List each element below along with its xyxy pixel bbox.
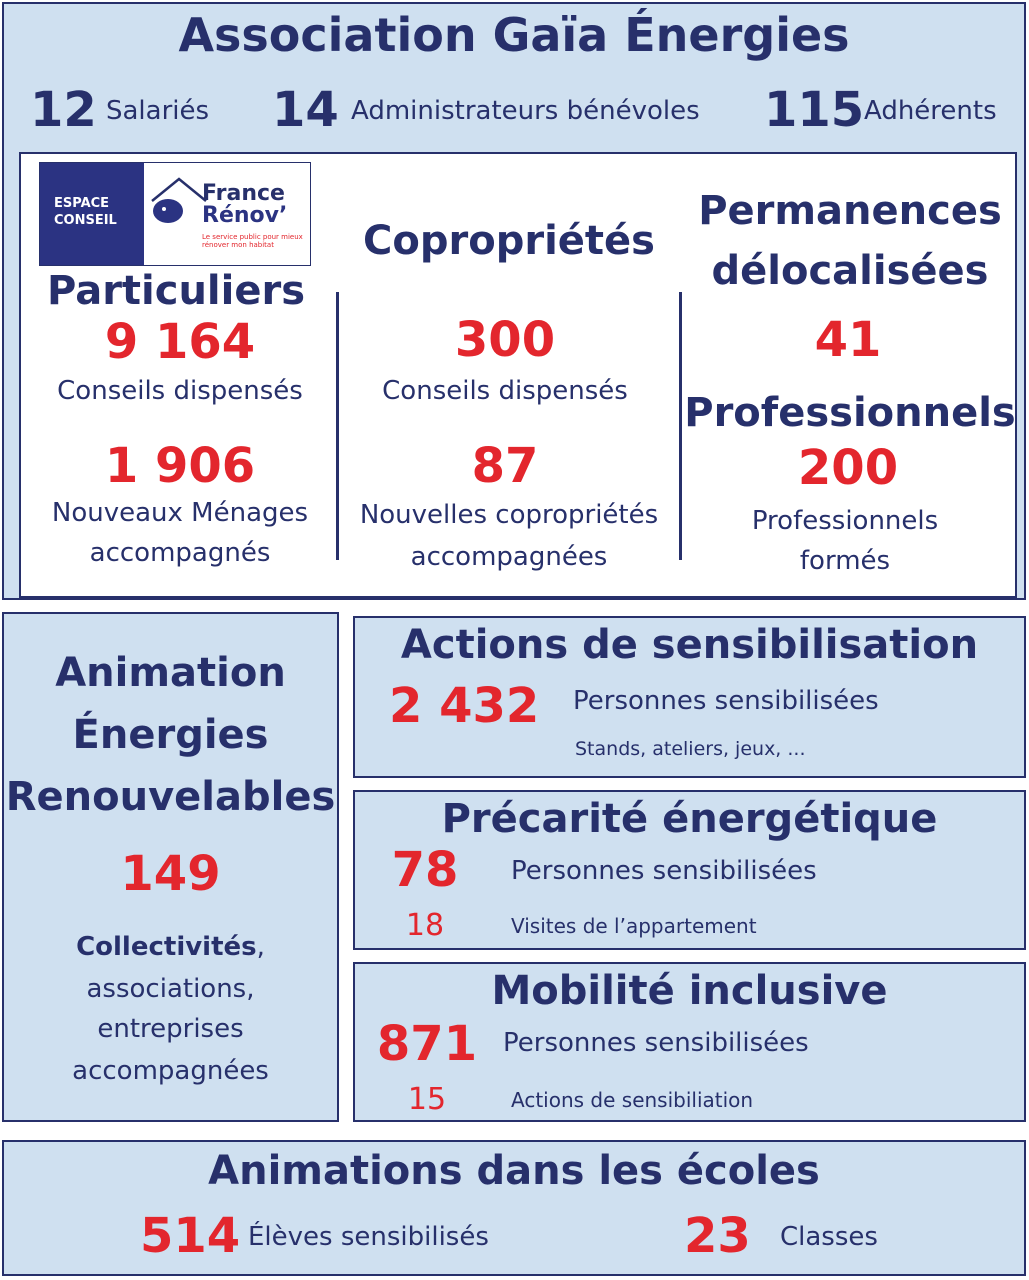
permanences-title-line2: délocalisées xyxy=(711,248,989,294)
precarite-value2: 18 xyxy=(405,908,445,943)
logo-tagline2: rénover mon habitat xyxy=(202,241,274,249)
precarite-panel xyxy=(353,790,1026,950)
logo-brand-line2: Rénov’ xyxy=(202,203,288,228)
stat-salaries-label: Salariés xyxy=(106,96,210,126)
ecoles-value1: 514 xyxy=(140,1208,241,1264)
france-renov-logo xyxy=(39,162,311,266)
logo-brand-block xyxy=(144,163,310,265)
mobilite-label1: Personnes sensibilisées xyxy=(503,1028,809,1058)
animation-enr-title-line2: Énergies xyxy=(72,712,269,758)
animation-enr-label-line4: accompagnées xyxy=(72,1056,269,1086)
animation-enr-title-line1: Animation xyxy=(55,650,286,696)
sensibilisation-sublabel: Stands, ateliers, jeux, ... xyxy=(575,738,806,760)
ecoles-label1: Élèves sensibilisés xyxy=(248,1222,489,1252)
divider-right xyxy=(679,292,682,560)
precarite-label1: Personnes sensibilisées xyxy=(511,856,817,886)
coproprietes-label2-line1: Nouvelles copropriétés xyxy=(359,500,659,530)
logo-tagline1: Le service public pour mieux xyxy=(202,233,303,241)
permanences-value: 41 xyxy=(814,312,882,368)
house-icon xyxy=(148,175,210,227)
professionnels-title: Professionnels xyxy=(684,390,1016,436)
mobilite-value1: 871 xyxy=(376,1016,478,1072)
professionnels-label-line1: Professionnels xyxy=(751,506,939,536)
sensibilisation-main-label: Personnes sensibilisées xyxy=(573,686,879,716)
particuliers-label2-line1: Nouveaux Ménages xyxy=(51,498,309,528)
mobilite-title: Mobilité inclusive xyxy=(491,968,888,1014)
particuliers-title: Particuliers xyxy=(46,268,306,314)
stat-salaries-value: 12 xyxy=(30,82,97,138)
particuliers-label2-line2: accompagnés xyxy=(89,538,271,568)
ecoles-title: Animations dans les écoles xyxy=(208,1148,820,1194)
particuliers-value1: 9 164 xyxy=(104,314,256,370)
association-panel xyxy=(2,2,1026,600)
espace-conseil-block xyxy=(40,163,144,265)
sensibilisation-title: Actions de sensibilisation xyxy=(400,622,979,668)
stat-adherents-value: 115 xyxy=(764,82,865,138)
mobilite-panel xyxy=(353,962,1026,1122)
logo-brand-line1: France xyxy=(202,181,285,206)
animation-enr-label-line2: associations, xyxy=(86,974,255,1004)
logo-left-line1: ESPACE xyxy=(54,196,110,211)
mobilite-value2: 15 xyxy=(407,1082,447,1117)
ecoles-label2: Classes xyxy=(780,1222,878,1252)
animation-enr-label-line3: entreprises xyxy=(97,1014,244,1044)
stat-admins-value: 14 xyxy=(272,82,339,138)
particuliers-value2: 1 906 xyxy=(104,438,256,494)
professionnels-value: 200 xyxy=(797,440,899,496)
coproprietes-value2: 87 xyxy=(471,438,539,494)
animation-enr-panel xyxy=(2,612,339,1122)
sensibilisation-value: 2 432 xyxy=(389,678,540,734)
particuliers-label1: Conseils dispensés xyxy=(57,376,303,406)
permanences-title-line1: Permanences xyxy=(698,188,1002,234)
professionnels-label-line2: formés xyxy=(799,546,891,576)
precarite-label2: Visites de l’appartement xyxy=(511,914,757,938)
coproprietes-label1: Conseils dispensés xyxy=(382,376,628,406)
coproprietes-title: Copropriétés xyxy=(363,218,655,264)
ecoles-value2: 23 xyxy=(684,1208,751,1264)
mobilite-label2: Actions de sensibiliation xyxy=(511,1088,754,1112)
animation-enr-title-line3: Renouvelables xyxy=(5,774,336,820)
logo-left-line2: CONSEIL xyxy=(54,213,117,228)
stat-admins-label: Administrateurs bénévoles xyxy=(351,96,700,126)
animation-enr-label-comma: , xyxy=(256,932,265,962)
sensibilisation-panel xyxy=(353,616,1026,778)
precarite-value1: 78 xyxy=(391,842,459,898)
coproprietes-value1: 300 xyxy=(454,312,556,368)
inner-stats-panel xyxy=(19,152,1017,598)
ecoles-panel xyxy=(2,1140,1026,1276)
animation-enr-label-line1 xyxy=(4,932,337,962)
page-title: Association Gaïa Énergies xyxy=(178,8,850,62)
animation-enr-value: 149 xyxy=(120,846,221,902)
stat-adherents-label: Adhérents xyxy=(864,96,997,126)
animation-enr-label-bold: Collectivités xyxy=(76,932,257,962)
coproprietes-label2-line2: accompagnées xyxy=(410,542,608,572)
precarite-title: Précarité énergétique xyxy=(441,796,938,842)
